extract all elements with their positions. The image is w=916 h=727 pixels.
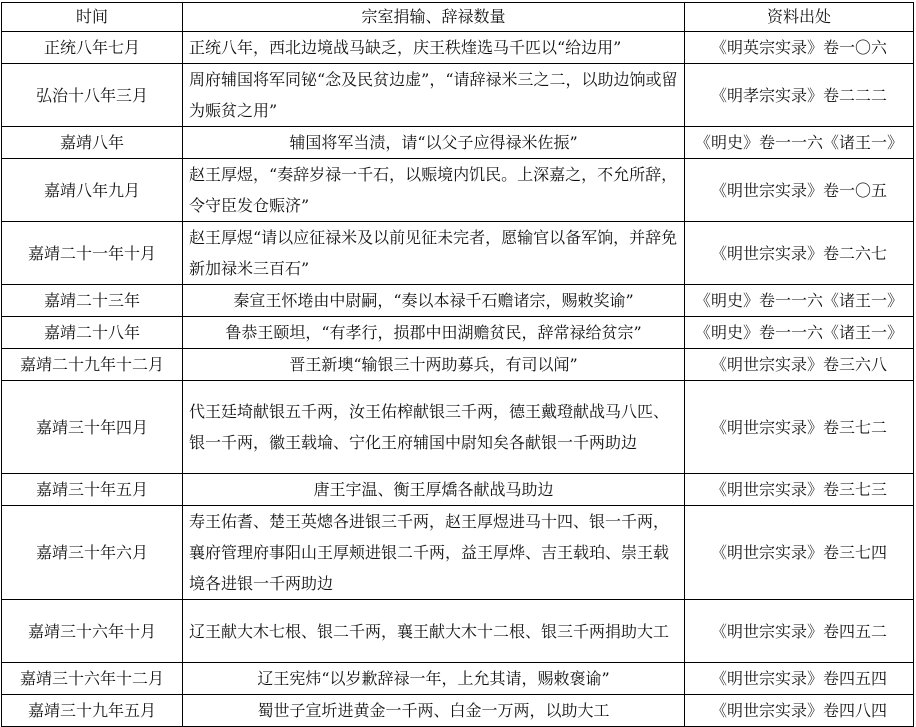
header-content: 宗室捐输、辞禄数量 (183, 3, 685, 32)
table-row (2, 349, 914, 381)
time-cell: 嘉靖三十年五月 (2, 474, 183, 506)
content-cell: 辽王宪炜“以岁歉辞禄一年，上允其请，赐敕褒谕” (183, 663, 685, 695)
content-cell: 辽王献大木七根、银二千两，襄王献大木十二根、银三千两捐助大工 (183, 600, 685, 663)
source-cell: 《明世宗实录》卷三七三 (685, 474, 914, 506)
source-cell: 《明世宗实录》卷四八四 (685, 695, 914, 727)
time-cell: 嘉靖三十年六月 (2, 506, 183, 600)
table-row (2, 64, 914, 127)
source-cell: 《明世宗实录》卷二六七 (685, 222, 914, 285)
time-cell: 正统八年七月 (2, 32, 183, 64)
content-cell: 代王廷埼献银五千两，汝王佑榨献银三千两，德王戴璒献战马八匹、银一千两，徽王载埨、宁化王府辅国中尉知矣各献银一千两助边 (183, 381, 685, 474)
content-cell: 赵王厚煜“请以应征禄米及以前见征未完者，愿输官以备军饷，并辞免新加禄米三百石” (183, 222, 685, 285)
source-cell: 《明世宗实录》卷三七四 (685, 506, 914, 600)
table-row (2, 600, 914, 663)
content-cell: 正统八年，西北边境战马缺乏，庆王秩煃选马千匹以“给边用” (183, 32, 685, 64)
table-row (2, 32, 914, 64)
content-cell: 周府辅国将军同铋“念及民贫边虚”，“请辞禄米三之二，以助边饷或留为赈贫之用” (183, 64, 685, 127)
content-cell: 蜀世子宣圻进黄金一千两、白金一万两，以助大工 (183, 695, 685, 727)
table-row (2, 222, 914, 285)
source-cell: 《明史》卷一一六《诸王一》 (685, 285, 914, 317)
source-cell: 《明世宗实录》卷四五二 (685, 600, 914, 663)
table-row (2, 474, 914, 506)
source-cell: 《明史》卷一一六《诸王一》 (685, 317, 914, 349)
time-cell: 嘉靖二十九年十二月 (2, 349, 183, 381)
source-cell: 《明世宗实录》卷三七二 (685, 381, 914, 474)
table-row (2, 695, 914, 727)
content-cell: 晋王新墺“输银三十两助募兵，有司以闻” (183, 349, 685, 381)
content-cell: 唐王宇温、衡王厚燆各献战马助边 (183, 474, 685, 506)
time-cell: 嘉靖三十年四月 (2, 381, 183, 474)
header-time: 时间 (2, 3, 183, 32)
time-cell: 嘉靖三十六年十二月 (2, 663, 183, 695)
content-cell: 寿王佑耆、楚王英熜各进银三千两，赵王厚煜进马十四、银一千两，襄府管理府事阳山王厚颊进银二千两，益王厚烨、吉王载珀、崇王载境各进银一千两助边 (183, 506, 685, 600)
header-row (2, 3, 914, 32)
source-cell: 《明英宗实录》卷一〇六 (685, 32, 914, 64)
time-cell: 嘉靖二十三年 (2, 285, 183, 317)
table-row (2, 285, 914, 317)
content-cell: 鲁恭王颐坦，“有孝行，损郡中田湖赡贫民，辞常禄给贫宗” (183, 317, 685, 349)
table-row (2, 317, 914, 349)
table-row (2, 127, 914, 159)
source-cell: 《明世宗实录》卷一〇五 (685, 159, 914, 222)
source-cell: 《明世宗实录》卷四五四 (685, 663, 914, 695)
time-cell: 弘治十八年三月 (2, 64, 183, 127)
header-source: 资料出处 (685, 3, 914, 32)
content-cell: 辅国将军当渍，请“以父子应得禄米佐振” (183, 127, 685, 159)
table-row (2, 159, 914, 222)
time-cell: 嘉靖八年九月 (2, 159, 183, 222)
source-cell: 《明孝宗实录》卷二二二 (685, 64, 914, 127)
table-row (2, 506, 914, 600)
source-cell: 《明史》卷一一六《诸王一》 (685, 127, 914, 159)
content-cell: 秦宣王怀埢由中尉嗣，“奏以本禄千石赡诸宗，赐敕奖谕” (183, 285, 685, 317)
time-cell: 嘉靖二十八年 (2, 317, 183, 349)
source-cell: 《明世宗实录》卷三六八 (685, 349, 914, 381)
time-cell: 嘉靖三十九年五月 (2, 695, 183, 727)
time-cell: 嘉靖二十一年十月 (2, 222, 183, 285)
data-table (1, 2, 914, 727)
time-cell: 嘉靖三十六年十月 (2, 600, 183, 663)
time-cell: 嘉靖八年 (2, 127, 183, 159)
table-row (2, 381, 914, 474)
content-cell: 赵王厚煜，“奏辞岁禄一千石，以赈境内饥民。上深嘉之，不允所辞，令守臣发仓赈济” (183, 159, 685, 222)
table-row (2, 663, 914, 695)
